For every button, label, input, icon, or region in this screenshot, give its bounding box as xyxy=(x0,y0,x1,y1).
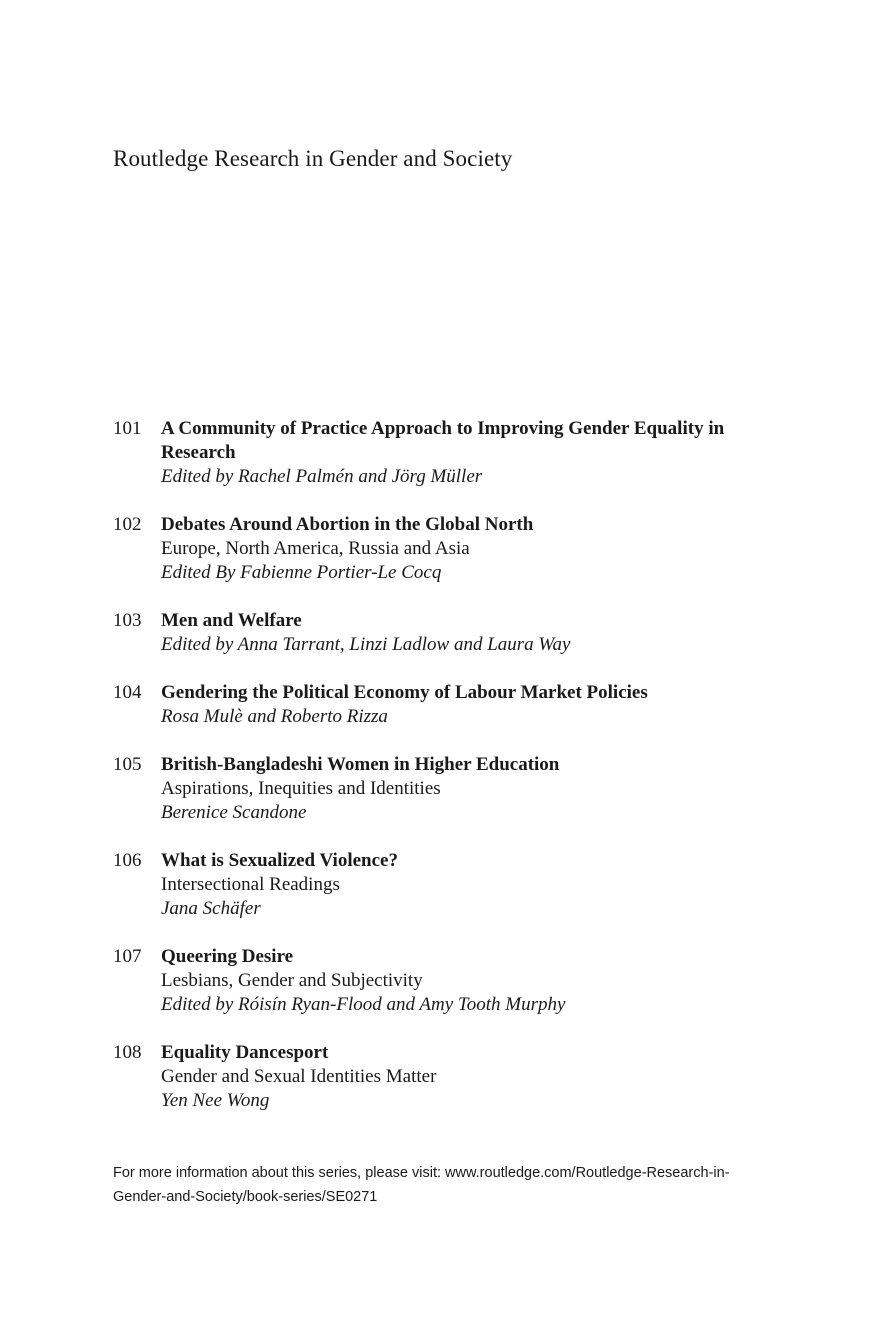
book-subtitle: Aspirations, Inequities and Identities xyxy=(161,778,441,799)
book-entry xyxy=(113,1041,813,1113)
book-entry xyxy=(113,849,813,921)
book-title: Queering Desire xyxy=(161,946,294,967)
book-number: 107 xyxy=(113,946,142,967)
book-number: 104 xyxy=(113,682,142,703)
book-entry xyxy=(113,513,813,585)
book-subtitle: Gender and Sexual Identities Matter xyxy=(161,1066,437,1087)
book-entry xyxy=(113,945,813,1017)
series-info-note xyxy=(113,1161,793,1209)
book-title: What is Sexualized Violence? xyxy=(161,850,398,871)
book-author: Edited By Fabienne Portier-Le Cocq xyxy=(161,562,442,583)
book-subtitle: Lesbians, Gender and Subjectivity xyxy=(161,970,423,991)
book-title: Men and Welfare xyxy=(161,610,302,631)
book-title: A Community of Practice Approach to Improving Gender Equality in Research xyxy=(161,418,725,463)
book-list xyxy=(113,417,813,1137)
book-title: Debates Around Abortion in the Global North xyxy=(161,514,534,535)
series-info-line-1: For more information about this series, please visit: www.routledge.com/Routledge-Research-in- xyxy=(113,1165,730,1181)
book-entry xyxy=(113,609,813,657)
book-title: British-Bangladeshi Women in Higher Education xyxy=(161,754,560,775)
book-author: Jana Schäfer xyxy=(161,898,261,919)
book-number: 102 xyxy=(113,514,142,535)
book-subtitle: Europe, North America, Russia and Asia xyxy=(161,538,470,559)
book-author: Edited by Rachel Palmén and Jörg Müller xyxy=(161,466,483,487)
book-number: 105 xyxy=(113,754,142,775)
book-author: Edited by Anna Tarrant, Linzi Ladlow and Laura Way xyxy=(161,634,571,655)
book-title: Equality Dancesport xyxy=(161,1042,329,1063)
book-number: 106 xyxy=(113,850,142,871)
book-author: Rosa Mulè and Roberto Rizza xyxy=(161,706,388,727)
book-author: Edited by Róisín Ryan-Flood and Amy Tooth Murphy xyxy=(161,994,566,1015)
book-number: 103 xyxy=(113,610,142,631)
book-author: Yen Nee Wong xyxy=(161,1090,270,1111)
book-number: 101 xyxy=(113,418,142,439)
book-entry xyxy=(113,681,813,729)
book-entry xyxy=(113,417,813,489)
book-title: Gendering the Political Economy of Labour Market Policies xyxy=(161,682,648,703)
series-title: Routledge Research in Gender and Society xyxy=(113,146,513,171)
book-number: 108 xyxy=(113,1042,142,1063)
book-author: Berenice Scandone xyxy=(161,802,307,823)
book-entry xyxy=(113,753,813,825)
book-subtitle: Intersectional Readings xyxy=(161,874,340,895)
series-url: Gender-and-Society/book-series/SE0271 xyxy=(113,1189,378,1205)
